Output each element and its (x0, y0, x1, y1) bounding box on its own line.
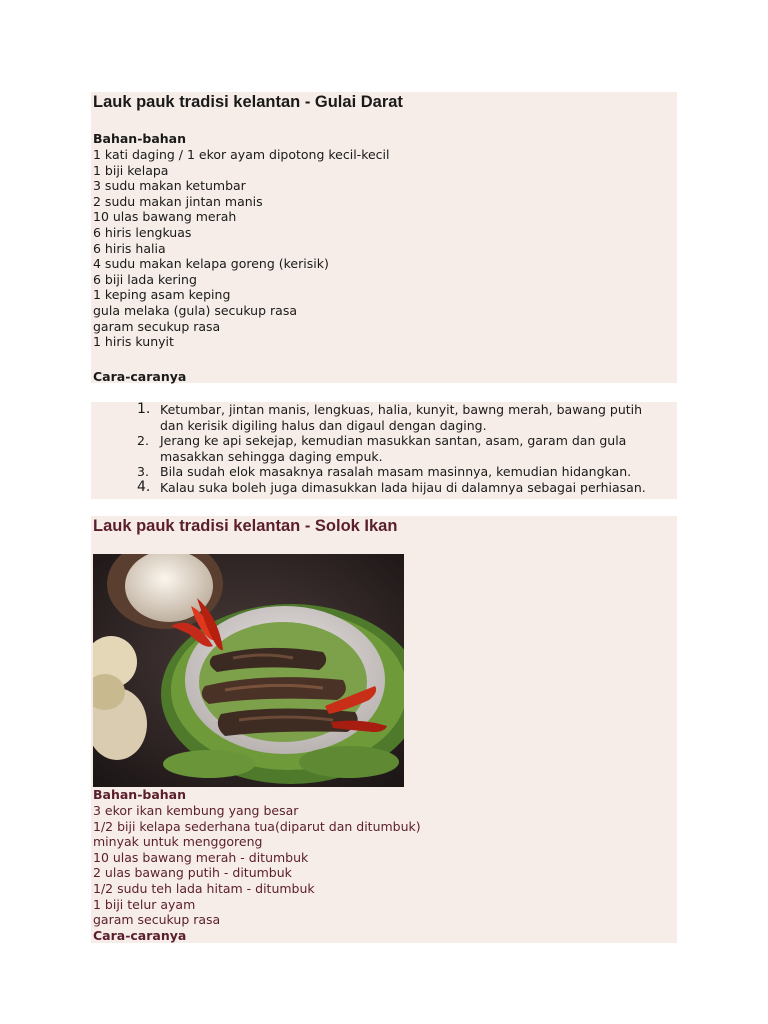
ingredient-item: 2 ulas bawang putih - ditumbuk (93, 865, 292, 881)
ingredient-item: 1 biji telur ayam (93, 896, 196, 912)
ingredient-item: 1/2 biji kelapa sederhana tua(diparut dan ditumbuk) (93, 818, 421, 834)
ingredient-item: 1 hiris kunyit (93, 334, 174, 350)
recipe-solok-ikan-panel (91, 516, 677, 943)
ingredient-item: 10 ulas bawang merah - ditumbuk (93, 849, 309, 865)
method-step (91, 480, 677, 496)
ingredient-item: gula melaka (gula) secukup rasa (93, 302, 297, 318)
recipe-title: Lauk pauk tradisi kelantan - Solok Ikan (93, 517, 398, 535)
ingredients-heading: Bahan-bahan (93, 131, 186, 146)
method-step (91, 402, 677, 433)
ingredient-item: 1 biji kelapa (93, 162, 169, 178)
ingredient-item: 1 keping asam keping (93, 287, 231, 303)
step-number: 4. (137, 478, 151, 495)
ingredient-item: 2 sudu makan jintan manis (93, 193, 263, 209)
ingredient-item: 3 sudu makan ketumbar (93, 178, 246, 194)
ingredient-item: minyak untuk menggoreng (93, 834, 263, 850)
ingredient-item: 3 ekor ikan kembung yang besar (93, 803, 299, 818)
step-number: 2. (137, 433, 149, 449)
solok-ikan-photo (93, 554, 404, 787)
ingredient-item: 1/2 sudu teh lada hitam - ditumbuk (93, 880, 315, 896)
method-heading: Cara-caranya (93, 928, 187, 943)
dish-image (93, 554, 404, 787)
ingredient-item: 10 ulas bawang merah (93, 209, 237, 225)
step-text: Kalau suka boleh juga dimasukkan lada hijau di dalamnya sebagai perhiasan. (160, 479, 646, 495)
recipe-title: Lauk pauk tradisi kelantan - Gulai Darat (93, 93, 403, 111)
method-step (91, 464, 677, 480)
ingredient-list (93, 147, 390, 350)
ingredient-item: 6 hiris lengkuas (93, 224, 192, 240)
step-text: Bila sudah elok masaknya rasalah masam masinnya, kemudian hidangkan. (160, 464, 632, 480)
ingredient-list (93, 803, 421, 928)
ingredient-item: 1 kati daging / 1 ekor ayam dipotong kecil-kecil (93, 147, 390, 162)
recipe-gulai-darat-panel (91, 92, 677, 383)
ingredient-item: 4 sudu makan kelapa goreng (kerisik) (93, 256, 329, 272)
ingredients-heading: Bahan-bahan (93, 787, 186, 802)
step-text: masakkan sehingga daging empuk. (160, 448, 383, 464)
ingredient-item: garam secukup rasa (93, 318, 221, 334)
step-text: Ketumbar, jintan manis, lengkuas, halia, kunyit, bawng merah, bawang putih (160, 402, 643, 417)
method-step (91, 433, 677, 464)
ingredient-item: 6 biji lada kering (93, 271, 197, 287)
step-text: dan kerisik digiling halus dan digaul dengan daging. (160, 417, 487, 433)
step-text: Jerang ke api sekejap, kemudian masukkan santan, asam, garam dan gula (160, 433, 627, 449)
step-number: 3. (137, 464, 149, 480)
method-heading: Cara-caranya (93, 369, 187, 384)
ingredient-item: garam secukup rasa (93, 912, 221, 928)
step-number: 1. (137, 401, 151, 417)
ingredient-item: 6 hiris halia (93, 240, 166, 256)
method-steps (91, 402, 677, 499)
